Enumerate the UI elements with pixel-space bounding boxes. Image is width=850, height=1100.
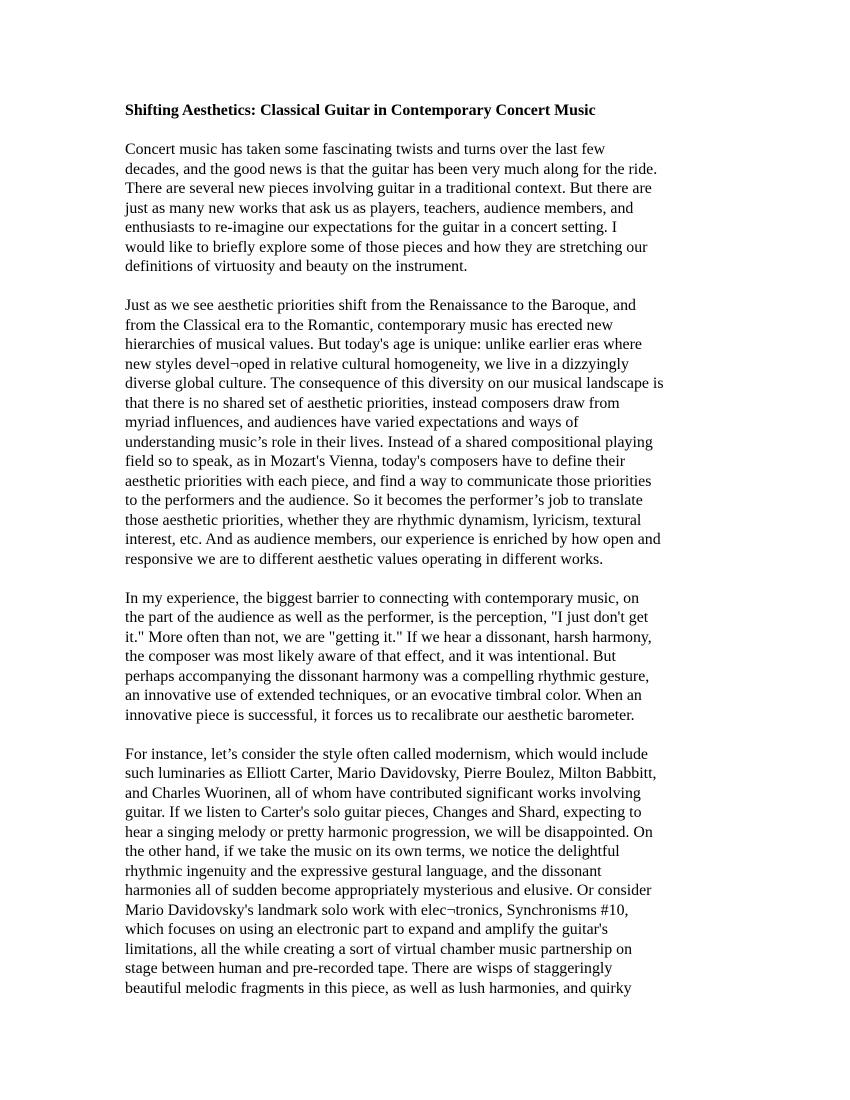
paragraphs <box>125 140 730 998</box>
paragraph-line: enthusiasts to re-imagine our expectations for the guitar in a concert setting. I <box>125 219 618 236</box>
paragraph-line: harmonies all of sudden become appropriately mysterious and elusive. Or consider <box>125 882 652 899</box>
paragraph-line: responsive we are to different aesthetic values operating in different works. <box>125 550 604 568</box>
paragraph-line: There are several new pieces involving guitar in a traditional context. But there are <box>125 180 652 197</box>
paragraph-line: guitar. If we listen to Carter's solo guitar pieces, Changes and Shard, expecting to <box>125 804 642 821</box>
body-paragraph <box>125 140 730 277</box>
paragraph-line: just as many new works that ask us as players, teachers, audience members, and <box>125 199 634 217</box>
body-paragraph <box>125 589 730 726</box>
paragraph-line: For instance, let’s consider the style often called modernism, which would include <box>125 745 648 763</box>
paragraph-line: hierarchies of musical values. But today's age is unique: unlike earlier eras where <box>125 336 642 353</box>
paragraph-line: definitions of virtuosity and beauty on the instrument. <box>125 258 468 275</box>
paragraph-line: which focuses on using an electronic part to expand and amplify the guitar's <box>125 921 608 938</box>
paragraph-line: Mario Davidovsky's landmark solo work with elec¬tronics, Synchronisms #10, <box>125 901 629 919</box>
paragraph-line: aesthetic priorities with each piece, and find a way to communicate those priorities <box>125 472 652 490</box>
paragraph-line: hear a singing melody or pretty harmonic progression, we will be disappointed. On <box>125 823 653 841</box>
paragraph-line: and Charles Wuorinen, all of whom have contributed significant works involving <box>125 784 641 802</box>
document-title: Shifting Aesthetics: Classical Guitar in Contemporary Concert Music <box>125 102 596 119</box>
paragraph-line: the composer was most likely aware of that effect, and it was intentional. But <box>125 648 616 665</box>
paragraph-line: field so to speak, as in Mozart's Vienna, today's composers have to define their <box>125 453 626 470</box>
body-paragraph <box>125 296 730 569</box>
paragraph-line: Just as we see aesthetic priorities shift from the Renaissance to the Baroque, and <box>125 297 636 314</box>
paragraph-line: it." More often than not, we are "getting it." If we hear a dissonant, harsh harmony, <box>125 628 652 646</box>
paragraph-line: myriad influences, and audiences have varied expectations and ways of <box>125 414 579 431</box>
body-paragraph <box>125 745 730 999</box>
paragraph-line: perhaps accompanying the dissonant harmony was a compelling rhythmic gesture, <box>125 667 650 685</box>
paragraph-line: limitations, all the while creating a sort of virtual chamber music partnership on <box>125 940 633 958</box>
paragraph-line: new styles devel¬oped in relative cultural homogeneity, we live in a dizzyingly <box>125 355 629 373</box>
document-body <box>125 101 730 1018</box>
paragraph-line: from the Classical era to the Romantic, contemporary music has erected new <box>125 316 614 334</box>
paragraph-line: stage between human and pre-recorded tape. There are wisps of staggeringly <box>125 960 613 977</box>
paragraph-line: rhythmic ingenuity and the expressive gestural language, and the dissonant <box>125 862 602 880</box>
paragraph-line: the other hand, if we take the music on its own terms, we notice the delightful <box>125 843 620 860</box>
paragraph-line: the part of the audience as well as the performer, is the perception, "I just don't get <box>125 609 649 626</box>
paragraph-line: such luminaries as Elliott Carter, Mario Davidovsky, Pierre Boulez, Milton Babbitt, <box>125 765 657 782</box>
paragraph-line: an innovative use of extended techniques, or an evocative timbral color. When an <box>125 687 642 704</box>
paragraph-line: to the performers and the audience. So it becomes the performer’s job to translate <box>125 492 643 509</box>
paragraph-line: understanding music’s role in their lives. Instead of a shared compositional playing <box>125 433 653 451</box>
paragraph-line: beautiful melodic fragments in this piece, as well as lush harmonies, and quirky <box>125 979 632 997</box>
paragraph-line: that there is no shared set of aesthetic priorities, instead composers draw from <box>125 394 620 412</box>
paragraph-line: interest, etc. And as audience members, our experience is enriched by how open and <box>125 531 661 548</box>
paragraph-line: diverse global culture. The consequence of this diversity on our musical landscape is <box>125 375 664 392</box>
paragraph-line: In my experience, the biggest barrier to connecting with contemporary music, on <box>125 589 640 607</box>
paragraph-line: decades, and the good news is that the guitar has been very much along for the ride. <box>125 160 658 178</box>
paragraph-line: innovative piece is successful, it forces us to recalibrate our aesthetic barometer. <box>125 706 635 724</box>
paragraph-line: those aesthetic priorities, whether they are rhythmic dynamism, lyricism, textural <box>125 511 642 529</box>
paragraph-line: Concert music has taken some fascinating twists and turns over the last few <box>125 141 606 158</box>
paragraph-line: would like to briefly explore some of those pieces and how they are stretching our <box>125 238 648 256</box>
